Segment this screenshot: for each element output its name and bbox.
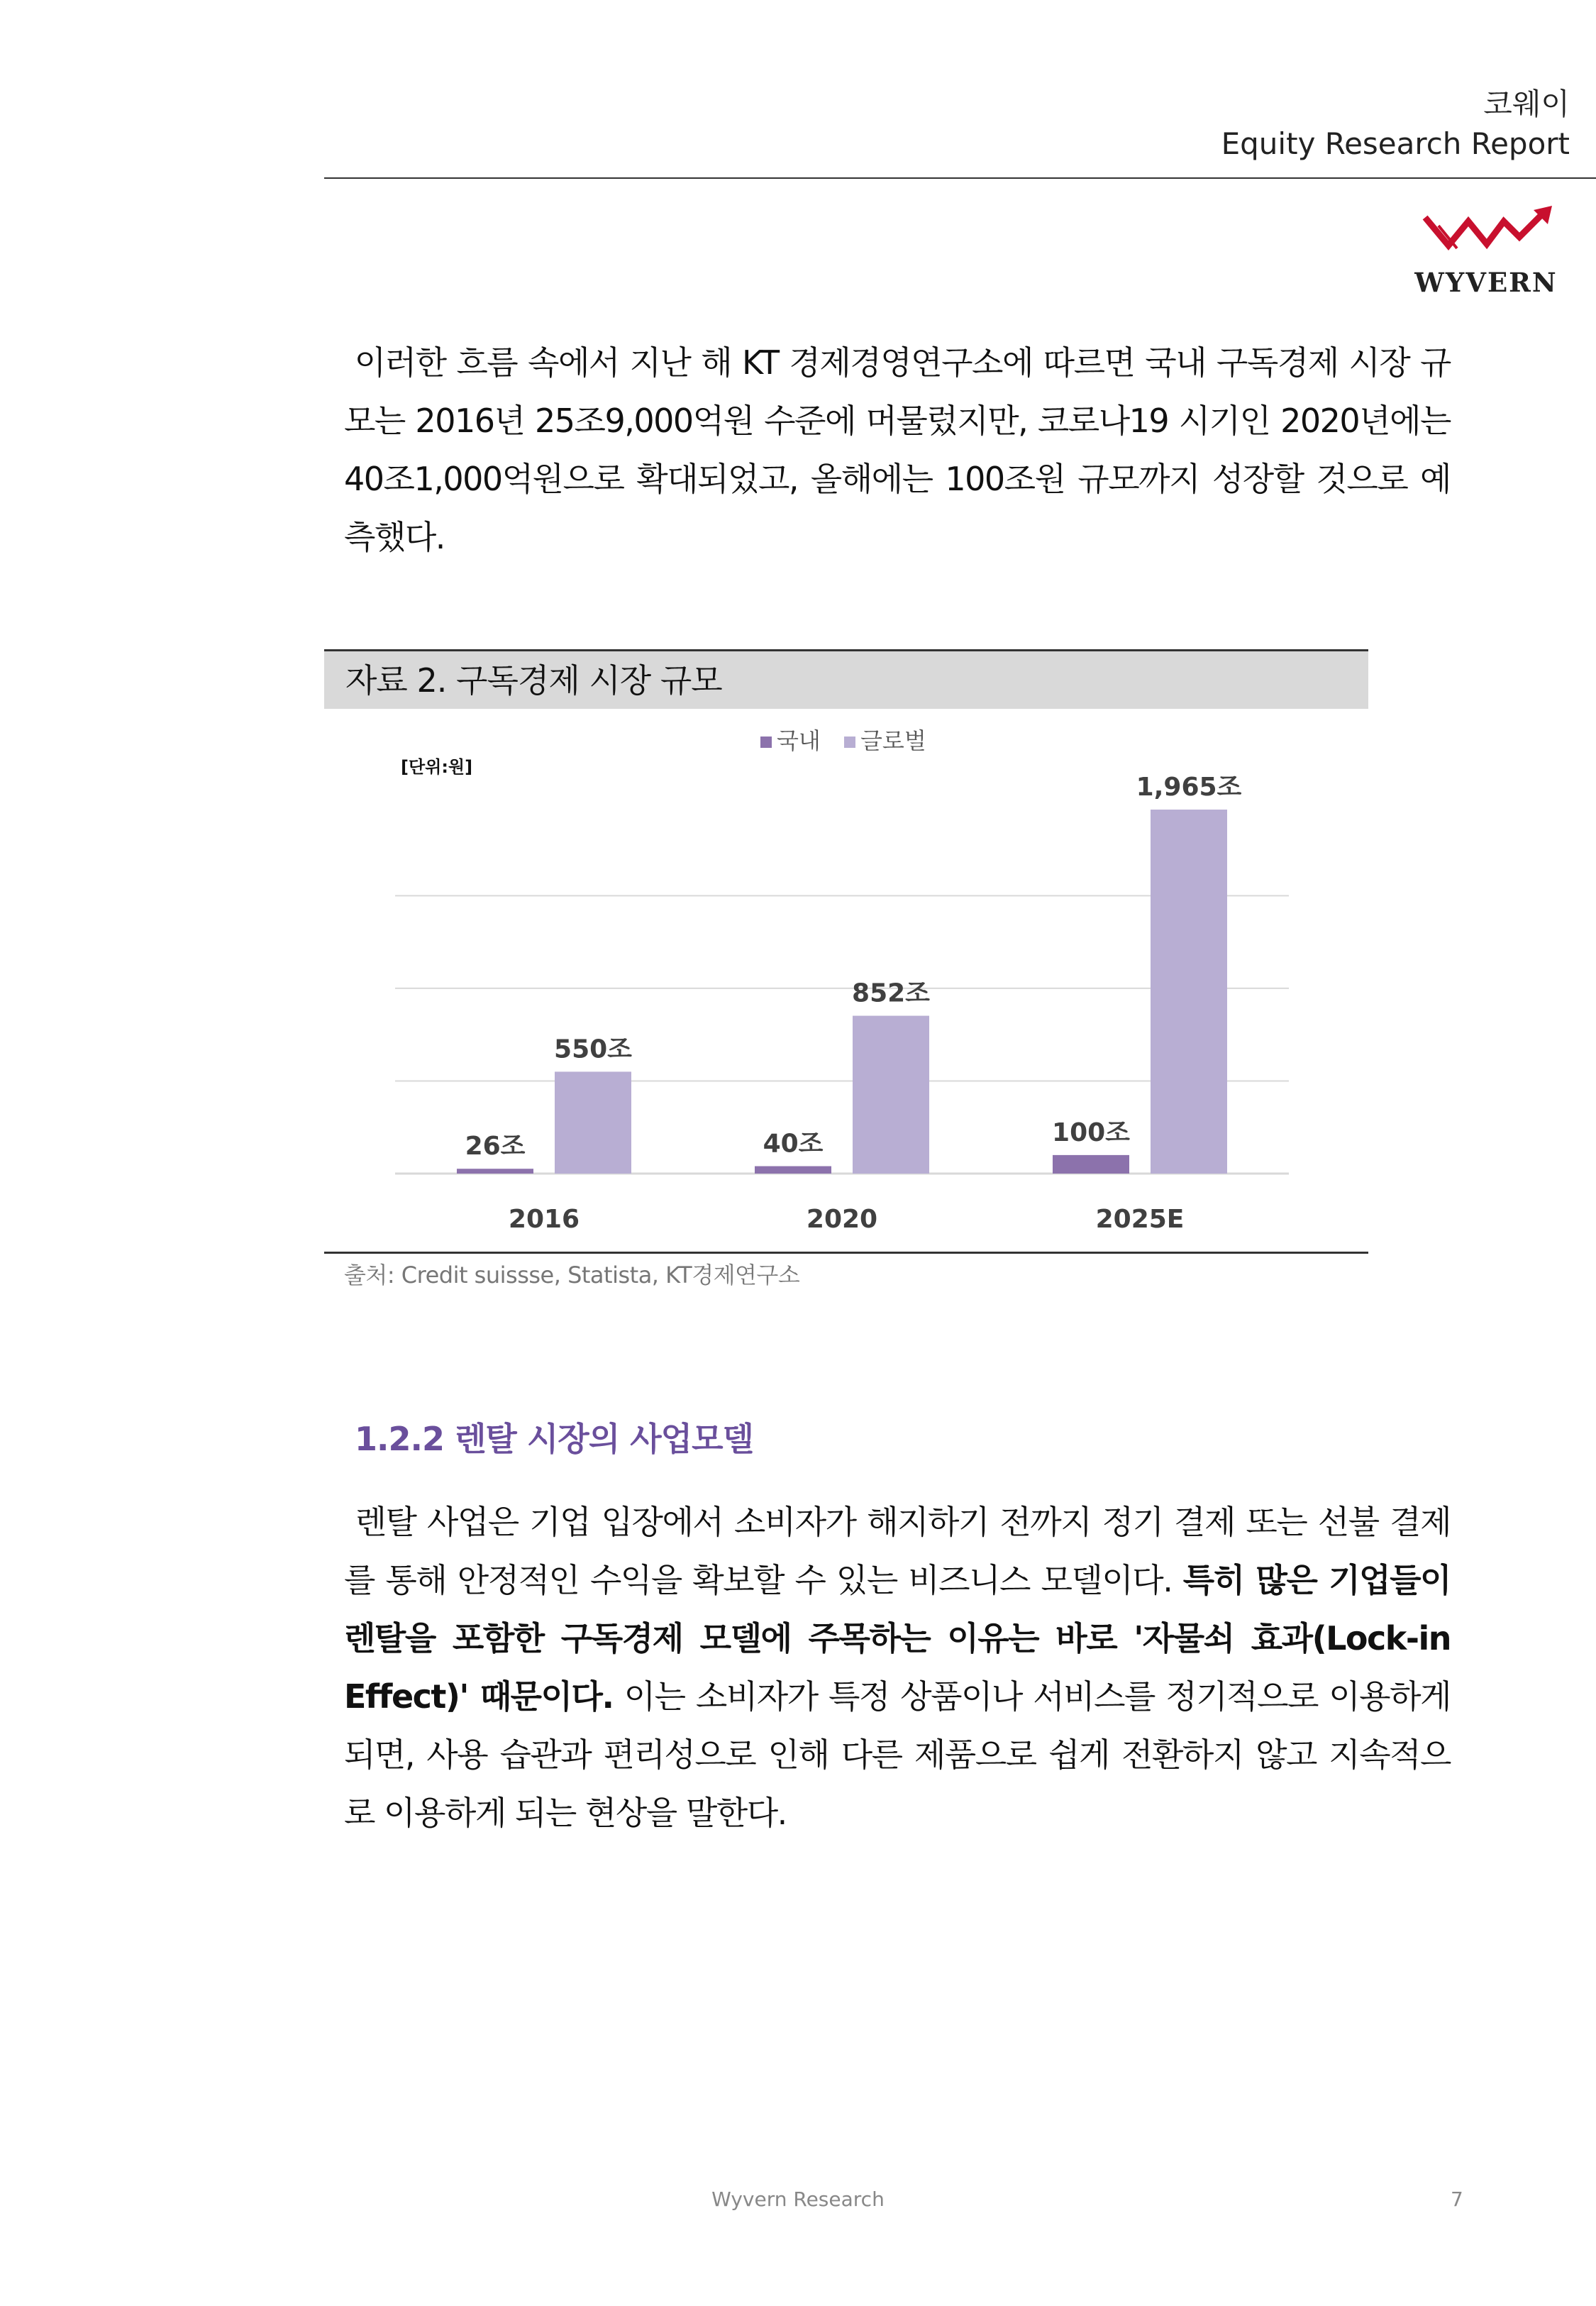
market-size-chart: [324, 709, 1368, 1252]
chart-legend: [760, 727, 926, 754]
chart-x-axis: [509, 1205, 1185, 1234]
rental-paragraph-text: 렌탈 사업은 기업 입장에서 소비자가 해지하기 전까지 정기 결제 또는 선불 결제를 통해 안정적인 수익을 확보할 수 있는 비즈니스 모델이다.: [344, 1503, 1451, 1599]
legend-swatch-domestic: [760, 737, 772, 748]
figure-title: 자료 2. 구독경제 시장 규모: [345, 661, 722, 700]
bar-domestic-2020: [755, 1166, 831, 1174]
wyvern-logo: [1412, 204, 1561, 304]
chart-unit-label: [단위:원]: [401, 757, 473, 777]
rental-paragraph-text-2: 이는 소비자가 특정 상품이나 서비스를 정기적으로 이용하게 되면, 사용 습관과 편리성으로 인해 다른 제품으로 쉽게 전환하지 않고 지속적으로 이용하게 되는 현상을 말한다.: [344, 1677, 1451, 1832]
figure-bottom-rule: [324, 1252, 1368, 1254]
bar-domestic-2025E: [1053, 1155, 1129, 1174]
figure-source: 출처: Credit suissse, Statista, KT경제연구소: [344, 1262, 800, 1289]
x-tick-label-2016: 2016: [508, 1205, 580, 1234]
data-label-global-2016: 550조: [554, 1035, 632, 1064]
intro-paragraph-text: 이러한 흐름 속에서 지난 해 KT 경제경영연구소에 따르면 국내 구독경제 시장 규모는 2016년 25조9,000억원 수준에 머물렀지만, 코로나19 시기인 2020년에는 40조1,000억원으로 확대되었고, 올해에는 100조원 규모까지 성장할 것으로 예측했다.: [344, 343, 1451, 556]
page-number: 7: [1451, 2188, 1463, 2211]
company-name: 코웨이: [1483, 87, 1570, 121]
data-label-global-2025E: 1,965조: [1136, 773, 1242, 802]
intro-paragraph: [344, 333, 1451, 566]
x-tick-label-2020: 2020: [806, 1205, 878, 1234]
report-title: Equity Research Report: [1221, 126, 1570, 161]
data-label-domestic-2020: 40조: [763, 1129, 824, 1159]
header-rule: [324, 177, 1596, 179]
rental-paragraph: [344, 1493, 1451, 1842]
wyvern-logo-icon: [1412, 204, 1561, 268]
figure-title-bar: [324, 649, 1368, 709]
bar-global-2025E: [1151, 810, 1227, 1174]
legend-label-domestic: 국내: [777, 727, 821, 754]
data-label-domestic-2025E: 100조: [1052, 1118, 1130, 1147]
bar-global-2020: [853, 1016, 929, 1174]
logo-wordmark: WYVERN: [1414, 267, 1558, 298]
section-heading: 1.2.2 렌탈 시장의 사업모델: [355, 1420, 753, 1458]
bar-global-2016: [555, 1071, 631, 1174]
data-label-global-2020: 852조: [852, 978, 930, 1008]
bar-domestic-2016: [457, 1169, 533, 1174]
footer-publisher: Wyvern Research: [711, 2188, 885, 2211]
data-label-domestic-2016: 26조: [465, 1132, 526, 1162]
rental-paragraph-bold: 특히 많은 기업들이 렌탈을 포함한 구독경제 모델에 주목하는 이유는 바로 '자물쇠 효과(Lock-in Effect)' 때문이다.: [344, 1561, 1451, 1716]
legend-label-global: 글로벌: [860, 727, 926, 754]
x-tick-label-2025E: 2025E: [1095, 1205, 1185, 1234]
legend-swatch-global: [844, 737, 855, 748]
